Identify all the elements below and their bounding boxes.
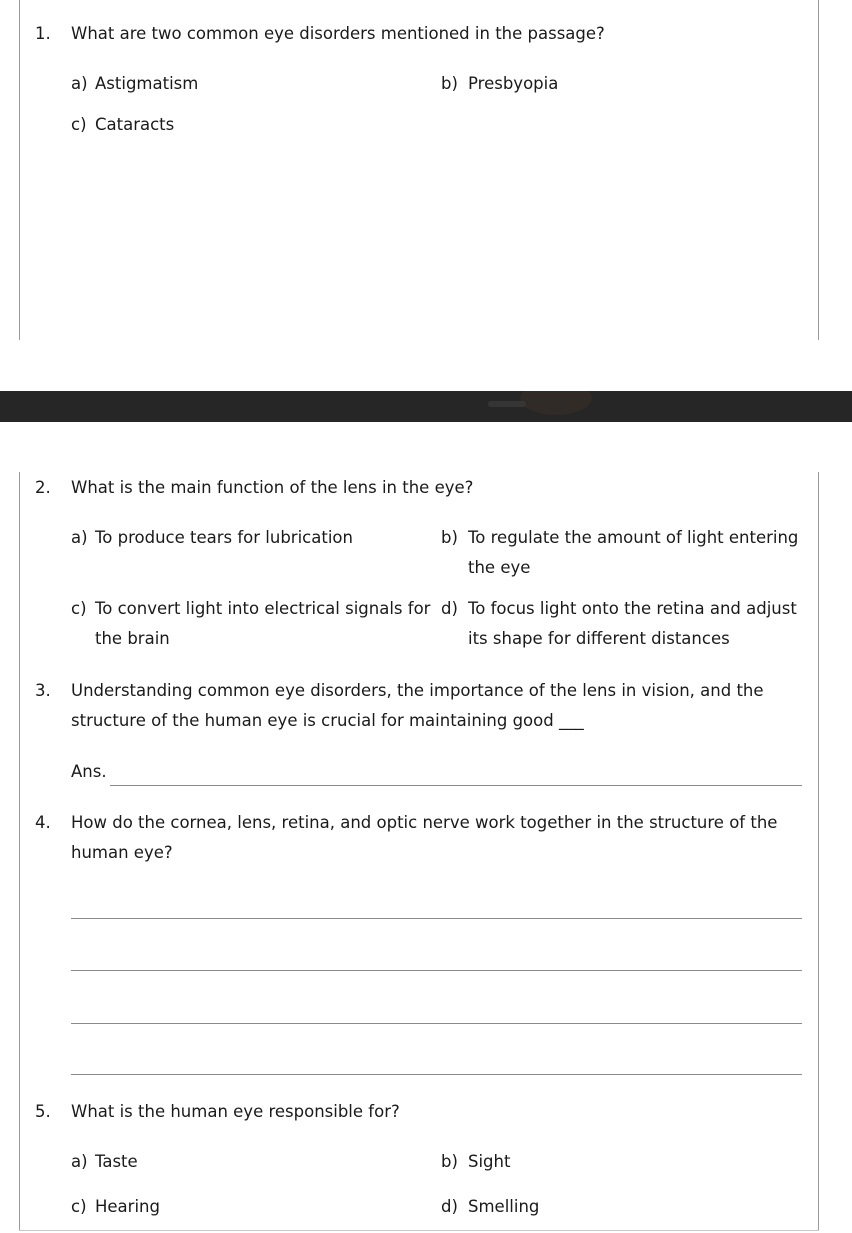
option-letter: b) (441, 528, 458, 547)
decorative-shape (520, 391, 592, 415)
question-text: What is the human eye responsible for? (71, 1102, 400, 1121)
option-text: Sight (468, 1152, 511, 1171)
worksheet-page-2 (0, 472, 852, 1233)
question-text: What are two common eye disorders mentioned in the passage? (71, 24, 605, 43)
option-text: Taste (95, 1152, 138, 1171)
answer-line[interactable] (71, 1074, 802, 1075)
question-text-line-1: How do the cornea, lens, retina, and optic nerve work together in the structure of the (71, 813, 778, 832)
answer-line[interactable] (110, 785, 802, 786)
answer-line[interactable] (71, 970, 802, 971)
question-number: 3. (35, 681, 51, 700)
option-letter: a) (71, 74, 88, 93)
decorative-shape (488, 401, 526, 407)
option-letter: d) (441, 1197, 458, 1216)
question-text-line-2: structure of the human eye is crucial for maintaining good ___ (71, 711, 584, 730)
option-letter: d) (441, 599, 458, 618)
answer-line[interactable] (71, 1023, 802, 1024)
option-text: Presbyopia (468, 74, 559, 93)
option-text: Cataracts (95, 115, 175, 134)
option-text: Astigmatism (95, 74, 199, 93)
option-letter: a) (71, 1152, 88, 1171)
question-text: What is the main function of the lens in the eye? (71, 478, 474, 497)
question-text-line-1: Understanding common eye disorders, the importance of the lens in vision, and the (71, 681, 764, 700)
worksheet-page-1 (0, 0, 852, 340)
answer-label: Ans. (71, 762, 107, 781)
page-separator-band (0, 391, 852, 422)
option-text: Smelling (468, 1197, 540, 1216)
option-letter: b) (441, 74, 458, 93)
page-border-left (19, 472, 20, 1230)
page-border-left (19, 0, 20, 340)
option-letter: c) (71, 599, 87, 618)
option-text: Hearing (95, 1197, 160, 1216)
option-text: To produce tears for lubrication (95, 528, 353, 547)
option-text-line-2: its shape for different distances (468, 629, 730, 648)
page-border-right (818, 0, 819, 340)
question-number: 2. (35, 478, 51, 497)
option-text-line-2: the eye (468, 558, 531, 577)
option-letter: c) (71, 115, 87, 134)
question-number: 1. (35, 24, 51, 43)
question-number: 4. (35, 813, 51, 832)
page-border-right (818, 472, 819, 1230)
option-letter: b) (441, 1152, 458, 1171)
option-text-line-2: the brain (95, 629, 170, 648)
option-letter: a) (71, 528, 88, 547)
option-text-line-1: To regulate the amount of light entering (468, 528, 799, 547)
question-text-line-2: human eye? (71, 843, 173, 862)
question-number: 5. (35, 1102, 51, 1121)
option-letter: c) (71, 1197, 87, 1216)
option-text-line-1: To convert light into electrical signals for (95, 599, 431, 618)
answer-line[interactable] (71, 918, 802, 919)
option-text-line-1: To focus light onto the retina and adjust (468, 599, 797, 618)
page-border-bottom (19, 1230, 819, 1231)
